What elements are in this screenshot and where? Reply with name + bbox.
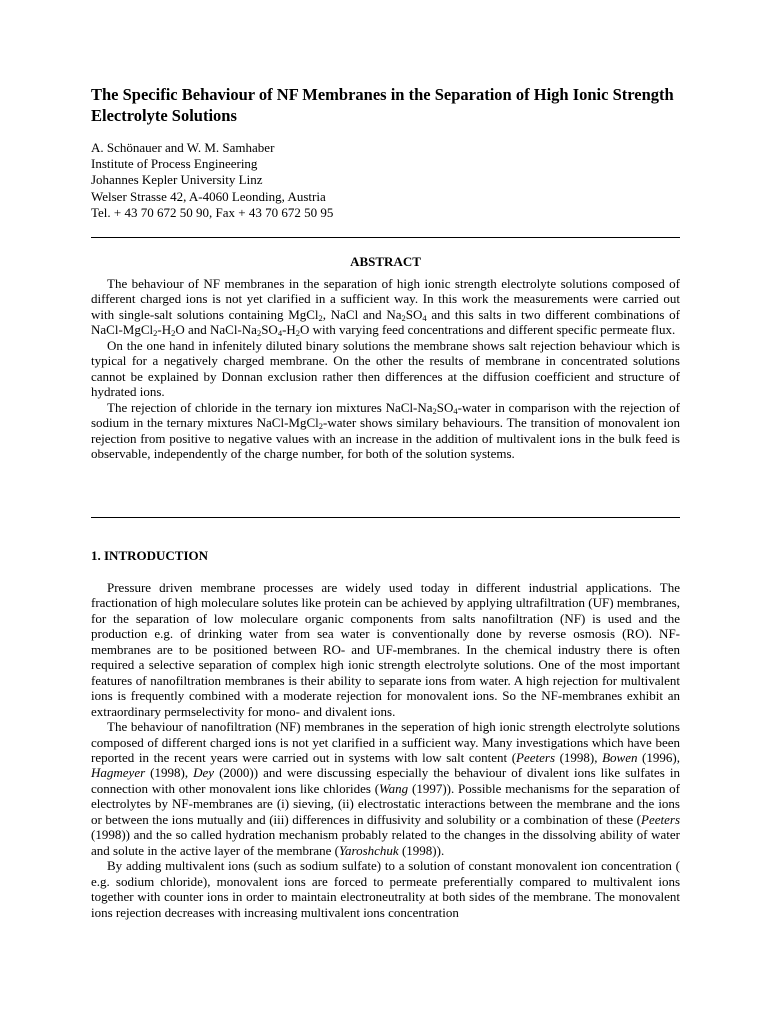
divider-top (91, 237, 680, 238)
citation-bowen: Bowen (602, 749, 638, 765)
introduction-body (91, 580, 680, 920)
author-block (91, 140, 691, 221)
intro-paragraph-1: Pressure driven membrane processes are widely used today in different industrial applications. The fractionation of high moleculare solutes like protein can be achieved by applying ultrafiltration (UF) membranes, for the separation of low moleculare organic components from salts nanofiltration (NF) is used and the production e.g. of drinking water from sea water is conventionally done by reverse osmosis (RO). NF-membranes are to be positioned between RO- and UF-membranes. In the chemical industry there is often required a selective separation of complex high ionic strength electrolyte solutions. One of the most important features of nanofiltration membranes is their ability to separate ions from water. A high rejection for multivalent ions is frequently combined with a moderate rejection for monovalent ions. So the NF-membranes exhibit an extraordinary permselectivity for mono- and divalent ions. (91, 580, 680, 719)
section-heading-introduction: 1. INTRODUCTION (91, 548, 209, 563)
intro-paragraph-2: The behaviour of nanofiltration (NF) membranes in the seperation of high ionic strength electrolyte solutions composed of different charged ions is not yet clarified in a sufficient way. Many investigations which have been reported in the recent years were carried out in systems with low salt content (Peeters (1998), Bowen (1996), Hagmeyer (1998), Dey (2000)) and were discussing especially the behaviour of divalent ions like sulfates in connection with other monovalent ions like chlorides (Wang (1997)). Possible mechanisms for the separation of electrolytes by NF-membranes are (i) sieving, (ii) electrostatic interactions between the membrane and the ions or between the ions mutually and (iii) differences in diffusivity and solubility or a combination of these (Peeters (1998)) and the so called hydration mechanism probably related to the changes in the dissolving ability of water and solute in the active layer of the membrane (Yaroshchuk (1998)). (91, 719, 680, 858)
paper-title: The Specific Behaviour of NF Membranes in the Separation of High Ionic Strength Electrolyte Solutions (91, 85, 674, 125)
citation-hagmeyer: Hagmeyer (91, 765, 146, 781)
citation-yaroshchuk: Yaroshchuk (338, 842, 399, 858)
author-contact: Tel. + 43 70 672 50 90, Fax + 43 70 672 50 95 (91, 204, 334, 220)
citation-wang: Wang (379, 780, 409, 796)
author-institute: Institute of Process Engineering (91, 156, 258, 172)
citation-dey: Dey (193, 765, 215, 781)
abstract-paragraph-1: The behaviour of NF membranes in the separation of high ionic strength electrolyte solutions composed of different charged ions is not yet clarified in a sufficient way. In this work the measurements were carried out with single-salt solutions containing MgCl$_2$, NaCl and $Na_2SO_4$ and this salts in two different combinations of NaCl-$MgCl_2-H_2O$ and NaCl-$Na_2SO_4-H_2O$ with varying feed concentrations and different specific permeate flux. (91, 276, 680, 339)
abstract-paragraph-3: The rejection of chloride in the ternary ion mixtures NaCl-$Na_2SO_4$-water in comparison with the rejection of sodium in the ternary mixtures NaCl-MgCl$_2$-water shows similary behaviours. The transition of monovalent ion rejection from positive to negative values with an increase in the addition of multivalent ions in the bulk feed is observable, independently of the charge number, for both of the solution systems. (91, 399, 680, 461)
abstract-body (91, 276, 680, 461)
abstract-paragraph-2: On the one hand in infenitely diluted binary solutions the membrane shows salt rejection behaviour which is typical for a negatively charged membrane. On the other the results of membrane in concentrated solutions cannot be explained by Donnan exclusion rather then differences at the diffusion coefficient and structure of hydrated ions. (91, 337, 680, 400)
abstract-heading: ABSTRACT (350, 254, 421, 269)
author-names: A. Schönauer and W. M. Samhaber (91, 140, 275, 155)
author-university: Johannes Kepler University Linz (91, 172, 263, 188)
citation-peeters-2: Peeters (641, 811, 680, 827)
intro-paragraph-3: By adding multivalent ions (such as sodium sulfate) to a solution of constant monovalent ion concentration ( e.g. sodium chloride), monovalent ions are forced to permeate preferentially compared to multivalent ions together with counter ions in order to maintain electroneutrality at both sides of the membrane. The monovalent ions rejection decreases with increasing multivalent ions concentration (91, 858, 680, 920)
citation-peeters: Peeters (516, 749, 556, 765)
author-address: Welser Strasse 42, A-4060 Leonding, Austria (91, 188, 326, 204)
divider-bottom (91, 517, 680, 518)
